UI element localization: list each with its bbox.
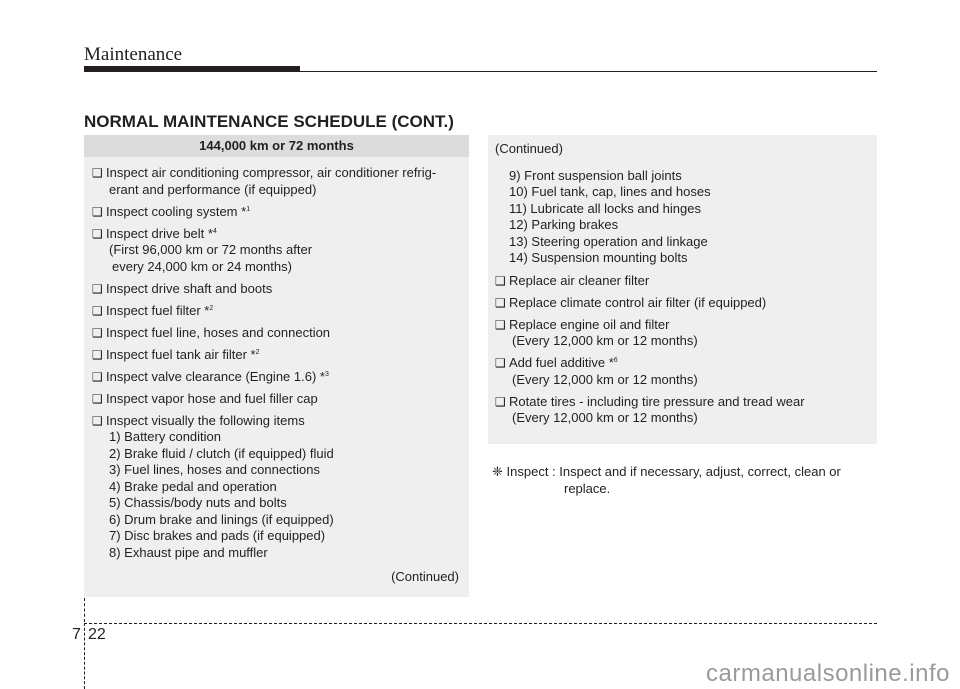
list-item bbox=[495, 273, 871, 290]
footnote-marker: 4 bbox=[212, 227, 217, 235]
watermark: carmanualsonline.info bbox=[706, 660, 950, 687]
checkbox-icon: ❑ bbox=[92, 281, 103, 296]
item-text: Replace engine oil and filter bbox=[509, 316, 670, 332]
note-symbol-icon: ❈ bbox=[492, 464, 503, 479]
item-text: Inspect fuel tank air filter * bbox=[106, 346, 256, 362]
list-item bbox=[92, 303, 463, 320]
item-text: Add fuel additive * bbox=[509, 355, 614, 370]
item-continuation: every 24,000 km or 24 months) bbox=[112, 258, 292, 274]
checkbox-icon: ❑ bbox=[495, 394, 506, 409]
list-item bbox=[495, 355, 871, 388]
interval-heading: 144,000 km or 72 months bbox=[84, 135, 469, 157]
item-text: Inspect drive belt * bbox=[106, 225, 213, 241]
item-text: Inspect fuel filter * bbox=[106, 302, 210, 318]
item-text: Inspect vapor hose and fuel filler cap bbox=[106, 390, 318, 406]
note-continuation: replace. bbox=[564, 481, 611, 496]
checkbox-icon: ❑ bbox=[495, 295, 506, 310]
item-text: Inspect visually the following items bbox=[106, 412, 305, 428]
checkbox-icon: ❑ bbox=[92, 391, 103, 406]
list-item bbox=[495, 394, 871, 427]
continued-label: (Continued) bbox=[495, 141, 563, 156]
numbered-item: 12) Parking brakes bbox=[509, 217, 619, 232]
list-item bbox=[92, 204, 463, 221]
checkbox-icon: ❑ bbox=[92, 325, 103, 340]
list-item bbox=[92, 325, 463, 342]
item-continuation: (First 96,000 km or 72 months after bbox=[109, 242, 313, 257]
item-text: Inspect cooling system * bbox=[106, 203, 247, 219]
section-title: NORMAL MAINTENANCE SCHEDULE (CONT.) bbox=[84, 112, 454, 131]
footnote-marker: 2 bbox=[209, 304, 214, 312]
item-text: Rotate tires - including tire pressure and tread wear bbox=[509, 393, 805, 409]
item-text: Replace climate control air filter (if equipped) bbox=[509, 294, 767, 310]
footer-divider bbox=[84, 598, 85, 622]
list-item bbox=[92, 391, 463, 408]
visual-item: 5) Chassis/body nuts and bolts bbox=[109, 495, 287, 510]
visual-item: 7) Disc brakes and pads (if equipped) bbox=[109, 528, 326, 543]
list-item bbox=[495, 317, 871, 350]
visual-item: 4) Brake pedal and operation bbox=[109, 478, 277, 494]
visual-item: 8) Exhaust pipe and muffler bbox=[109, 544, 268, 560]
footnote-marker: 6 bbox=[613, 357, 618, 364]
note-text: Inspect : Inspect and if necessary, adjust, correct, clean or bbox=[506, 464, 841, 479]
visual-item: 3) Fuel lines, hoses and connections bbox=[109, 462, 321, 477]
checkbox-icon: ❑ bbox=[92, 166, 103, 180]
numbered-item: 11) Lubricate all locks and hinges bbox=[509, 200, 701, 216]
numbered-item: 14) Suspension mounting bolts bbox=[509, 250, 688, 265]
list-item bbox=[92, 226, 463, 276]
list-item bbox=[92, 413, 463, 562]
page-header-title: Maintenance bbox=[84, 44, 183, 65]
item-continuation: (Every 12,000 km or 12 months) bbox=[512, 333, 698, 348]
footnote-marker: 1 bbox=[246, 205, 251, 213]
footnote-marker: 2 bbox=[255, 348, 260, 356]
item-text: Inspect drive shaft and boots bbox=[106, 280, 273, 296]
header-rule bbox=[300, 71, 877, 72]
page-number: 22 bbox=[88, 626, 106, 643]
visual-item: 6) Drum brake and linings (if equipped) bbox=[109, 511, 334, 527]
visual-item: 1) Battery condition bbox=[109, 429, 222, 444]
item-text: Inspect fuel line, hoses and connection bbox=[106, 324, 331, 340]
item-continuation: (Every 12,000 km or 12 months) bbox=[512, 371, 698, 387]
item-text: Inspect air conditioning compressor, air conditioner refrig- bbox=[106, 165, 437, 180]
visual-item: 2) Brake fluid / clutch (if equipped) fluid bbox=[109, 445, 334, 461]
list-item bbox=[92, 369, 463, 386]
footer-divider bbox=[84, 623, 85, 689]
checkbox-icon: ❑ bbox=[495, 317, 506, 332]
checkbox-icon: ❑ bbox=[92, 204, 103, 219]
list-item bbox=[92, 165, 463, 198]
numbered-list bbox=[495, 168, 871, 267]
list-item bbox=[495, 295, 871, 312]
checkbox-icon: ❑ bbox=[92, 303, 103, 318]
footnote-marker: 3 bbox=[324, 370, 329, 378]
checkbox-icon: ❑ bbox=[92, 347, 103, 362]
schedule-panel-left bbox=[84, 135, 469, 597]
checkbox-icon: ❑ bbox=[495, 356, 506, 370]
chapter-number: 7 bbox=[72, 626, 81, 643]
numbered-item: 9) Front suspension ball joints bbox=[509, 167, 682, 183]
item-continuation: (Every 12,000 km or 12 months) bbox=[512, 410, 698, 425]
checkbox-icon: ❑ bbox=[92, 226, 103, 241]
numbered-item: 10) Fuel tank, cap, lines and hoses bbox=[509, 184, 711, 199]
header-bar bbox=[84, 66, 300, 72]
item-continuation: erant and performance (if equipped) bbox=[109, 181, 317, 197]
list-item bbox=[92, 347, 463, 364]
inspect-note bbox=[492, 463, 877, 497]
numbered-item: 13) Steering operation and linkage bbox=[509, 233, 708, 249]
checkbox-icon: ❑ bbox=[92, 413, 103, 428]
list-item bbox=[92, 281, 463, 298]
schedule-panel-right bbox=[488, 135, 877, 444]
item-text: Inspect valve clearance (Engine 1.6) * bbox=[106, 368, 325, 384]
continued-label: (Continued) bbox=[391, 569, 459, 584]
checkbox-icon: ❑ bbox=[495, 273, 506, 288]
item-text: Replace air cleaner filter bbox=[509, 272, 650, 288]
checkbox-icon: ❑ bbox=[92, 369, 103, 384]
footer-rule bbox=[84, 623, 877, 624]
